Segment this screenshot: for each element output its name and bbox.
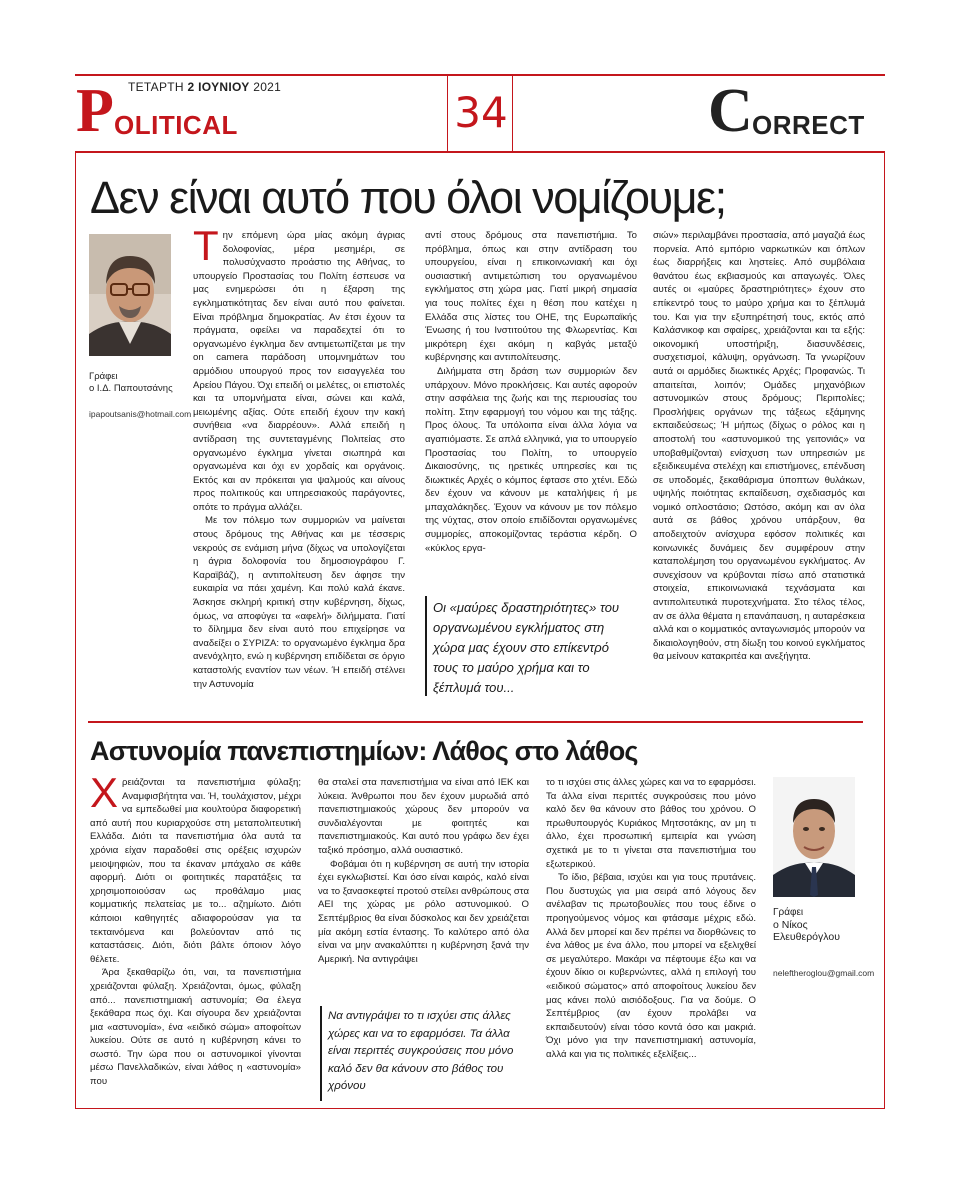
article2-paragraph — [90, 769, 301, 966]
author1-email[interactable]: ipapoutsanis@hotmail.com — [89, 409, 192, 419]
correct-logo-text: ORRECT — [752, 110, 865, 140]
article2-paragraph: Το ίδιο, βέβαια, ισχύει και για τους πρυτάνεις. Που δυστυχώς για μια σειρά από λόγους δεν ανέλαβαν τις πρωτοβουλίες που τους έδινε ο προηγούμενος νόμος και φτάσαμε μέχρις εδώ. Αλλά δεν μπορεί και δεν πρέπει να διορθώνεις το ένα λάθος με ένα άλλο, που μπορεί να εξελιχθεί σε μεγαλύτερο. Μακάρι να πέφτουμε έξω και να έχουν δίκιο οι κυβερνώντες, αλλά η επιλογή του «ειδικού σώματος» από αποφοίτους λυκείου δεν μας κάνει πολύ αισιόδοξους. Για να δούμε. Ο Σεπτέμβριος (αν έχουν προλάβει να εκπαιδευτούν) είναι τόσο κοντά όσο και μακριά. Όχι μόνο για την πανεπιστημιακή αστυνομία, αλλά και για τις πολιτικές εξελίξεις... — [546, 872, 756, 1060]
article1-dropcap: Τ — [193, 222, 219, 269]
article1-column-1 — [193, 222, 405, 691]
article2-paragraph-text: ρειάζονται τα πανεπιστήμια φύλαξη; Αναμφισβήτητα ναι. Ή, τουλάχιστον, μέχρι να εμπεδωθεί μια κουλτούρα διαφορετική από αυτή που κυριαρχούσε στη μεταπολιτευτική Ελλάδα. Διότι τα πανεπιστήμια όλα αυτά τα χρόνια είχαν παραδοθεί στις ορέξεις ισχυρών μειοψηφιών, που τα έκαναν μπάχαλο σε κάθε αφορμή. Διότι οι φοιτητικές παρατάξεις τα χρησιμοποιούσαν ως προθάλαμο μιας κομματικής πελατείας με το... αζημίωτο. Διότι κάποιοι καθηγητές αδιαφορούσαν για τα τεκταινόμενα και βολεύονταν από τις καταστάσεις. Διότι, διότι βάλτε όποιον λόγο θέλετε. — [90, 777, 301, 965]
article1-paragraph: Διλήμματα στη δράση των συμμοριών δεν υπάρχουν. Μόνο προκλήσεις. Και αυτές αφορούν στην ασφάλεια της ζωής και της περιουσίας του πολίτη. Στην εφαρμογή του νόμου και της τάξης. Προς όλους. Τα υπόλοιπα είναι άλλα λόγια να αγαπιόμαστε. Σε απλά ελληνικά, για το υπουργείο Προστασίας του Πολίτη, το υπουργείο Δικαιοσύνης, τις ηρετικές υπηρεσίες και τις διωκτικές Αρχές ο κόμπος έφτασε στο χτένι. Εδώ δεν έχουν να κάνουν με καταλήψεις ή με μπαχαλάκηδες. Έχουν να κάνουν με τον πόλεμο της νύχτας, στον οποίο επιδίδονται οργανωμένες συμμορίες, αποκομίζοντας τεράστια κέρδη. Ο «κύκλος εργα- — [425, 365, 637, 554]
author1-photo — [89, 234, 171, 356]
page-number: 34 — [454, 88, 508, 137]
article2-column-3 — [546, 776, 756, 1061]
article2-paragraph: θα σταλεί στα πανεπιστήμια να είναι από ΙΕΚ και λύκεια. Άνθρωποι που δεν έχουν μυρωδιά από πανεπιστημιακούς χώρους δεν μπορούν να συνδιαλέγονται με φοιτητές και πανεπιστημιακούς. Και αυτό που γράφω δεν έχει ταξικό πρόσημο, αλλά ουσιαστικό. — [318, 777, 529, 856]
article2-title: Αστυνομία πανεπιστημίων: Λάθος στο λάθος — [90, 736, 638, 766]
article2-column-1 — [90, 769, 301, 1089]
author1-byline — [89, 371, 189, 395]
political-logo-initial: P — [76, 77, 114, 145]
article1-paragraph-text: ην επόμενη ώρα μίας ακόμη άγριας δολοφονίας, μέρα μεσημέρι, σε πολυσύχναστο προάστιο της Αθήνας, το υπουργείο Προστασίας του Πολίτη έσπευσε να μας ενημερώσει ότι η έξαρση της εγκληματικότητας δεν είναι αυτό που φαίνεται. Είναι πρόβλημα δημοκρατίας. Αν έτσι έχουν τα πράγματα, οφείλει να παραδεχτεί ότι το οργανωμένο έγκλημα δεν αντιμετωπίζεται με την on camera παράδοση υπομνημάτων του αρμόδιου υπουργού προς τον εισαγγελέα του Αρείου Πάγου. Όχι επειδή οι μελέτες, οι επιστολές και τα υπομνήματα είναι, σώνει και καλά, μειωμένης αξίας. Ούτε επειδή έχουν την κακή συνήθεια «να διαρρέουν». Αλλά επειδή η αντίδραση της συντεταγμένης Πολιτείας στο οργανωμένο έγκλημα γίνεται σιωπηρά και οργανωμένα και όχι εν χορδαίς και οργάνοις. Εκτός και αν πρόκειται για ψαλμούς και αίνους προς πολιτικούς και υπηρεσιακούς παράγοντες, οπότε το πράγμα αλλάζει. — [193, 230, 405, 513]
issue-date — [128, 80, 281, 94]
article1-paragraph: σιών» περιλαμβάνει προστασία, από μαγαζιά έως πορνεία. Από εμπόριο ναρκωτικών και όπλων έως διαρρήξεις και ληστείες. Από συμβόλαια θανάτου έως εκβιασμούς και απαγωγές. Όλες αυτές οι «μαύρες δραστηριότητες» έχουν στο επίκεντρό τους το μαύρο χρήμα και το ξέπλυμά του. Και για την εξυπηρέτησή τους, εκτός από Καλάσνικοφ και σφαίρες, χρειάζονται και τα εξής: οικονομική υποστήριξη, διασυνδέσεις, συσχετισμοί, κάλυψη, οργάνωση. Τα γνωρίζουν αυτά οι αρμόδιες διωκτικές Αρχές; Προφανώς. Τι απαιτείται, λοιπόν; Ομάδες μηχανόβιων αστυνομικών στους δρόμους; Περιπολίες; Προσλήψεις οργάνων της τάξεως εξάμηνης εκπαιδεύσεως; Ή μήπως (δίχως ο ρόλος και η αποστολή του «αστυνομικού της γειτονιάς» να υποβαθμίζονται) ενίσχυση των υπηρεσιών με εξειδικευμένα στελέχη και επιστήμονες, επένδυση σε υποδομές, ξεκαθάρισμα ύποπτων θυλάκων, υψηλής ποιότητας εκπαίδευση, σχεδιασμός και νομικό οπλοστάσιο; Ωστόσο, ακόμη και αν όλα αυτά σε βάθος χρόνου υπάρξουν, θα αποδειχτούν ανίσχυρα εφόσον πολιτικές και κοινωνικές δυνάμεις δεν συμφέρουν στην καταπολέμηση του οργανωμένου εγκλήματος. Αν συνεχίσουν να κρύβονται πίσω από στατιστικά στοιχεία, επικοινωνιακά τεχνάσματα και αντιπολιτευτικά πυροτεχνήματα. Στο τέλος τέλος, αν σε άλλα θέματα η επανάπαυση, η αυταρέσκεια αλλά και ο κομματικός ανταγωνισμός μπορούν να δικαιολογηθούν, στη δίωξη του κοινού εγκλήματος θα μείνουν κατακριτέα και ανεξήγητα. — [653, 230, 865, 663]
article1-paragraph: Με τον πόλεμο των συμμοριών να μαίνεται στους δρόμους της Αθήνας και με τέσσερις νεκρούς σε ενάμιση μήνα (δίχως να υπολογίζεται η άγρια δολοφονία του δημοσιογράφου Γ. Καραϊβάζ), η αντιπολίτευση δεν άφησε την ευκαιρία να πάει χαμένη. Και πολύ καλά έκανε. Άσκησε σκληρή κριτική στην κυβέρνηση, δίχως, όμως, να αποφύγει τα «αφελή» διλήμματα. Γιατί το δίλημμα δεν είναι αυτό που επιχείρησε να αναδείξει ο ΣΥΡΙΖΑ: το οργανωμένο έγκλημα δρα ανενόχλητο, ενώ η κυβέρνηση επιδίδεται σε όργιο καταστολής εναντίον των νέων. Ή επειδή στέλνει την Αστυνομία — [193, 515, 405, 690]
article2-pullquote — [320, 1006, 520, 1101]
correct-logo-initial: C — [708, 77, 753, 145]
article2-paragraph: Φοβάμαι ότι η κυβέρνηση σε αυτή την ιστορία έχει εγκλωβιστεί. Και όσο είναι καιρός, καλό είναι να το ξανασκεφτεί προτού στείλει ανθρώπους στα ΑΕΙ της χώρας με ρόλο αστυνομικού. Ο Σεπτέμβριος θα είναι δύσκολος και δεν χρειάζεται μία ακόμη εστία έντασης. Το καλύτερο από όλα είναι να μην ανακαλύπτει η κυβέρνηση ξανά την Αμερική. Να αντιγράψει — [318, 858, 529, 965]
page-number-box — [447, 74, 513, 152]
article1-paragraph — [193, 222, 405, 514]
article2-paragraph: το τι ισχύει στις άλλες χώρες και να το εφαρμόσει. Τα άλλα είναι περιττές συγκρούσεις που μόνο καλό δεν θα κάνουν στο βάθος του χρόνου. Ο πρωθυπουργός Κυριάκος Μητσοτάκης, αν μη τι άλλο, έχει προσωπική εμπειρία και γνώση σχετικά με το τι γίνεται στα πανεπιστήμια του εξωτερικού. — [546, 777, 756, 870]
article2-paragraph: Άρα ξεκαθαρίζω ότι, ναι, τα πανεπιστήμια χρειάζονται φύλαξη. Χρειάζονται, όμως, φύλαξη από... πανεπιστημιακή αστυνομία; Θα έλεγα ξεκάθαρα πως όχι. Και σίγουρα δεν χρειάζονται μια «αστυνομία», ένα «ειδικό σώμα» αποφοίτων λυκείου. Ούτε σε αυτό η κυβέρνηση κάνει το σωστό. Την ώρα που οι αστυνομικοί γίνονται μέσω Πανελλαδικών, είναι λάθος η «αστυνομία» που — [90, 967, 301, 1088]
political-logo-text: OLITICAL — [114, 110, 238, 140]
article2-dropcap: Χ — [90, 769, 119, 816]
article-divider — [88, 721, 863, 723]
pullquote-bar — [425, 596, 427, 696]
article1-title: Δεν είναι αυτό που όλοι νομίζουμε; — [90, 172, 726, 223]
author1-name: ο Ι.Δ. Παπουτσάνης — [89, 383, 173, 394]
article1-paragraph: αντί στους δρόμους στα πανεπιστήμια. Το πρόβλημα, όπως και στην αντίδραση του υπουργείου, είναι η επικοινωνιακή και όχι ουσιαστική αντιμετώπιση του οργανωμένου εγκλήματος στη χώρα μας. Γιατί μικρή σημασία για τους πολίτες έχει η θέση που κατέχει η Ελλάδα στις λίστες του ΟΗΕ, της Ευρωπαϊκής Ένωσης ή του Ινστιτούτου της Φλωρεντίας. Και μικρότερη έχει ακόμη η καβγάς μεταξύ κυβέρνησης και αντιπολίτευσης. — [425, 230, 637, 364]
issue-day-month: 2 ΙΟΥΝΙΟΥ — [187, 80, 250, 94]
article2-pullquote-text: Να αντιγράψει το τι ισχύει στις άλλες χώρες και να το εφαρμόσει. Τα άλλα είναι περιττές συγκρούσεις που μόνο καλό δεν θα κάνουν στο βάθος του χρόνου — [328, 1010, 514, 1092]
pullquote-bar — [320, 1006, 322, 1101]
author2-label: Γράφει — [773, 907, 804, 918]
article2-column-2 — [318, 776, 529, 966]
issue-day: ΤΕΤΑΡΤΗ — [128, 80, 184, 94]
article1-column-2 — [425, 229, 637, 555]
issue-year: 2021 — [253, 80, 282, 94]
article1-pullquote — [425, 596, 625, 696]
author2-email[interactable]: neleftheroglou@gmail.com — [773, 968, 875, 978]
article1-column-3 — [653, 229, 865, 664]
author2-photo — [773, 777, 855, 897]
article1-pullquote-text: Οι «μαύρες δραστηριότητες» του οργανωμένου εγκλήματος στη χώρα μας έχουν στο επίκεντρό τους το μαύρο χρήμα και το ξέπλυμά του... — [433, 600, 620, 695]
author2-byline — [773, 907, 873, 943]
author1-label: Γράφει — [89, 371, 118, 382]
correct-logo — [708, 77, 888, 145]
author2-name: ο Νίκος Ελευθερόγλου — [773, 919, 840, 943]
